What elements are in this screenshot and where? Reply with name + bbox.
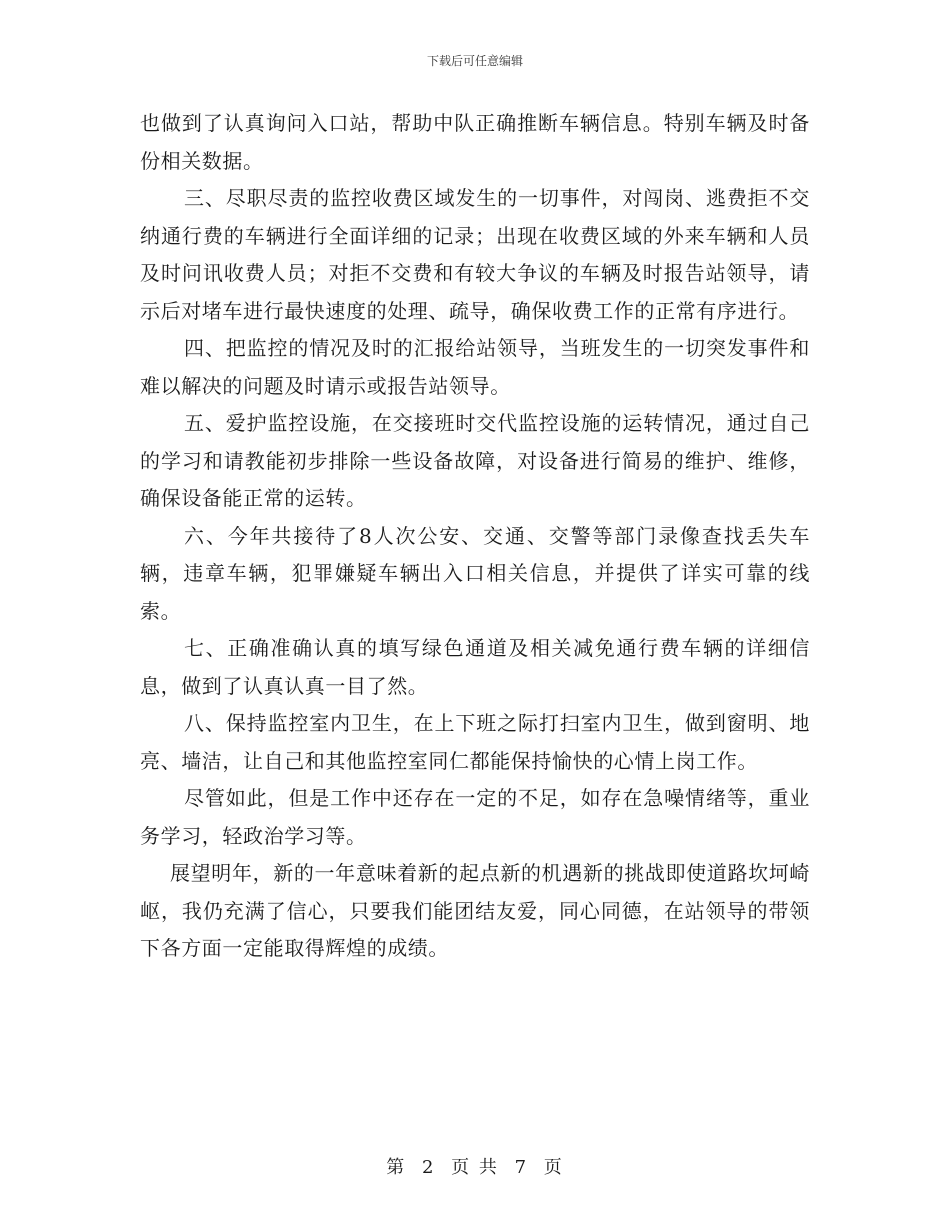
footer-page-number: 2 (421, 1157, 436, 1178)
paragraph-outlook: 展望明年，新的一年意味着新的起点新的机遇新的挑战即使道路坎坷崎岖，我仍充满了信心，只要我们能团结友爱，同心同德，在站领导的带领下各方面一定能取得辉煌的成绩。 (140, 861, 810, 960)
document-body (140, 105, 810, 968)
page-footer (0, 1153, 950, 1179)
footer-suffix: 页 (543, 1157, 564, 1178)
page-header: 下载后可任意编辑 (426, 54, 523, 68)
paragraph-item-5: 五、爱护监控设施，在交接班时交代监控设施的运转情况，通过自己的学习和请教能初步排除一些设备故障，对设备进行简易的维护、维修，确保设备能正常的运转。 (140, 411, 810, 510)
paragraph-continuation: 也做到了认真询问入口站，帮助中队正确推断车辆信息。特别车辆及时备份相关数据。 (140, 111, 810, 173)
footer-total-pages: 7 (514, 1157, 529, 1178)
paragraph-shortcomings: 尽管如此，但是工作中还存在一定的不足，如存在急噪情绪等，重业务学习，轻政治学习等。 (140, 786, 810, 848)
paragraph-item-6: 六、今年共接待了8人次公安、交通、交警等部门录像查找丢失车辆，违章车辆，犯罪嫌疑车辆出入口相关信息，并提供了详实可靠的线索。 (140, 523, 810, 623)
paragraph-item-3: 三、尽职尽责的监控收费区域发生的一切事件，对闯岗、逃费拒不交纳通行费的车辆进行全面详细的记录；出现在收费区域的外来车辆和人员及时问讯收费人员；对拒不交费和有较大争议的车辆及时报告站领导，请示后对堵车进行最快速度的处理、疏导，确保收费工作的正常有序进行。 (140, 186, 810, 323)
paragraph-item-4: 四、把监控的情况及时的汇报给站领导，当班发生的一切突发事件和难以解决的问题及时请示或报告站领导。 (140, 336, 810, 398)
footer-prefix: 第 (386, 1157, 407, 1178)
footer-middle: 页 共 (451, 1157, 499, 1178)
paragraph-item-8: 八、保持监控室内卫生，在上下班之际打扫室内卫生，做到窗明、地亮、墙洁，让自己和其他监控室同仁都能保持愉快的心情上岗工作。 (140, 711, 810, 773)
paragraph-item-7: 七、正确准确认真的填写绿色通道及相关减免通行费车辆的详细信息，做到了认真认真一目了然。 (140, 636, 810, 698)
